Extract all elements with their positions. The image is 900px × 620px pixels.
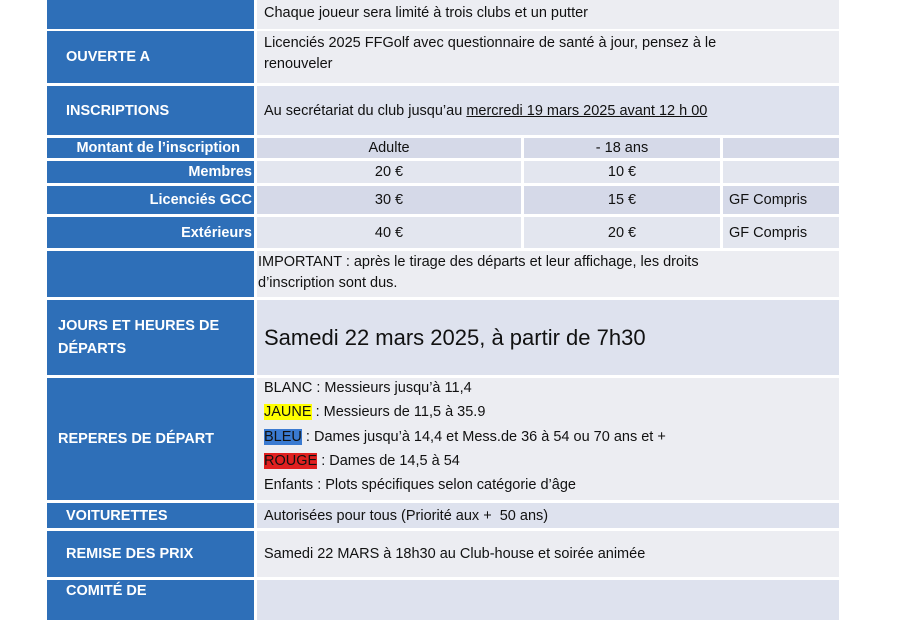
repere-blanc: BLANC : Messieurs jusqu’à 11,4 [264,380,472,396]
jours-label-line1: JOURS ET HEURES DE [58,318,220,334]
bleu-text: : Dames jusqu’à 14,4 et Mess.de 36 à 54 ou 70 ans et + [301,429,666,445]
row-membres [47,161,839,183]
jours-label [47,300,254,375]
repere-jaune [264,404,485,420]
exterieurs-extra: GF Compris [723,217,839,248]
licencies-extra: GF Compris [723,186,839,214]
membres-junior: 10 € [524,161,720,183]
inscriptions-label: INSCRIPTIONS [47,86,254,135]
jours-label-line2: DÉPARTS [58,341,127,357]
inscriptions-prefix: Au secrétariat du club jusqu’au [264,102,467,119]
inscriptions-value [257,86,839,135]
row-ouverte [47,31,839,83]
voiturettes-value [257,503,839,528]
reperes-value [257,378,839,500]
rouge-text: : Dames de 14,5 à 54 [317,453,460,469]
ouverte-value [257,31,839,83]
row-inscriptions [47,86,839,135]
ouverte-label: OUVERTE A [47,31,254,83]
jours-date-text: Samedi 22 mars 2025, à partir de 7h30 [264,324,646,350]
competition-info-table [47,0,839,600]
voiturettes-label: VOITURETTES [47,503,254,528]
important-value [257,251,839,297]
exterieurs-label: Extérieurs [47,217,254,248]
repere-bleu [264,429,666,445]
comite-label: COMITÉ DE [47,580,254,620]
reperes-label: REPERES DE DÉPART [47,378,254,500]
row-jours [47,300,839,375]
ouverte-line2: renouveler [264,56,333,72]
comite-value [257,580,839,620]
inscriptions-deadline: mercredi 19 mars 2025 avant 12 h 00 [466,102,708,119]
row-clubs [47,0,839,29]
row-reperes [47,378,839,500]
licencies-adulte: 30 € [257,186,521,214]
jaune-tag: JAUNE [264,404,312,420]
row-exterieurs [47,217,839,248]
montant-col-extra [723,138,839,158]
jours-value [257,300,839,375]
montant-col-adulte: Adulte [257,138,521,158]
ouverte-line1: Licenciés 2025 FFGolf avec questionnaire de santé à jour, pensez à le [264,35,717,51]
row-licencies [47,186,839,214]
row-comite [47,580,839,620]
row-remise [47,531,839,577]
remise-value [257,531,839,577]
montant-col-junior: - 18 ans [524,138,720,158]
membres-extra [723,161,839,183]
voiturettes-text: Autorisées pour tous (Priorité aux + 50 ans) [264,507,549,524]
repere-enfants: Enfants : Plots spécifiques selon catégorie d’âge [264,477,576,493]
montant-label: Montant de l’inscription [47,138,254,158]
row-montant [47,138,839,158]
membres-adulte: 20 € [257,161,521,183]
row-voiturettes [47,503,839,528]
row-label-empty [47,0,254,29]
exterieurs-adulte: 40 € [257,217,521,248]
rouge-tag: ROUGE [264,453,318,469]
membres-label: Membres [47,161,254,183]
important-line2: d’inscription sont dus. [258,275,398,291]
licencies-junior: 15 € [524,186,720,214]
remise-label: REMISE DES PRIX [47,531,254,577]
remise-text: Samedi 22 MARS à 18h30 au Club-house et soirée animée [264,546,646,562]
important-line1: IMPORTANT : après le tirage des départs et leur affichage, les droits [258,254,699,270]
row-important [47,251,839,297]
row-value [257,0,839,29]
exterieurs-junior: 20 € [524,217,720,248]
licencies-label: Licenciés GCC [47,186,254,214]
important-label-empty [47,251,254,297]
bleu-tag: BLEU [264,429,302,445]
repere-rouge [264,453,460,469]
jaune-text: : Messieurs de 11,5 à 35.9 [311,404,486,420]
clubs-limit-text: Chaque joueur sera limité à trois clubs et un putter [264,5,589,21]
